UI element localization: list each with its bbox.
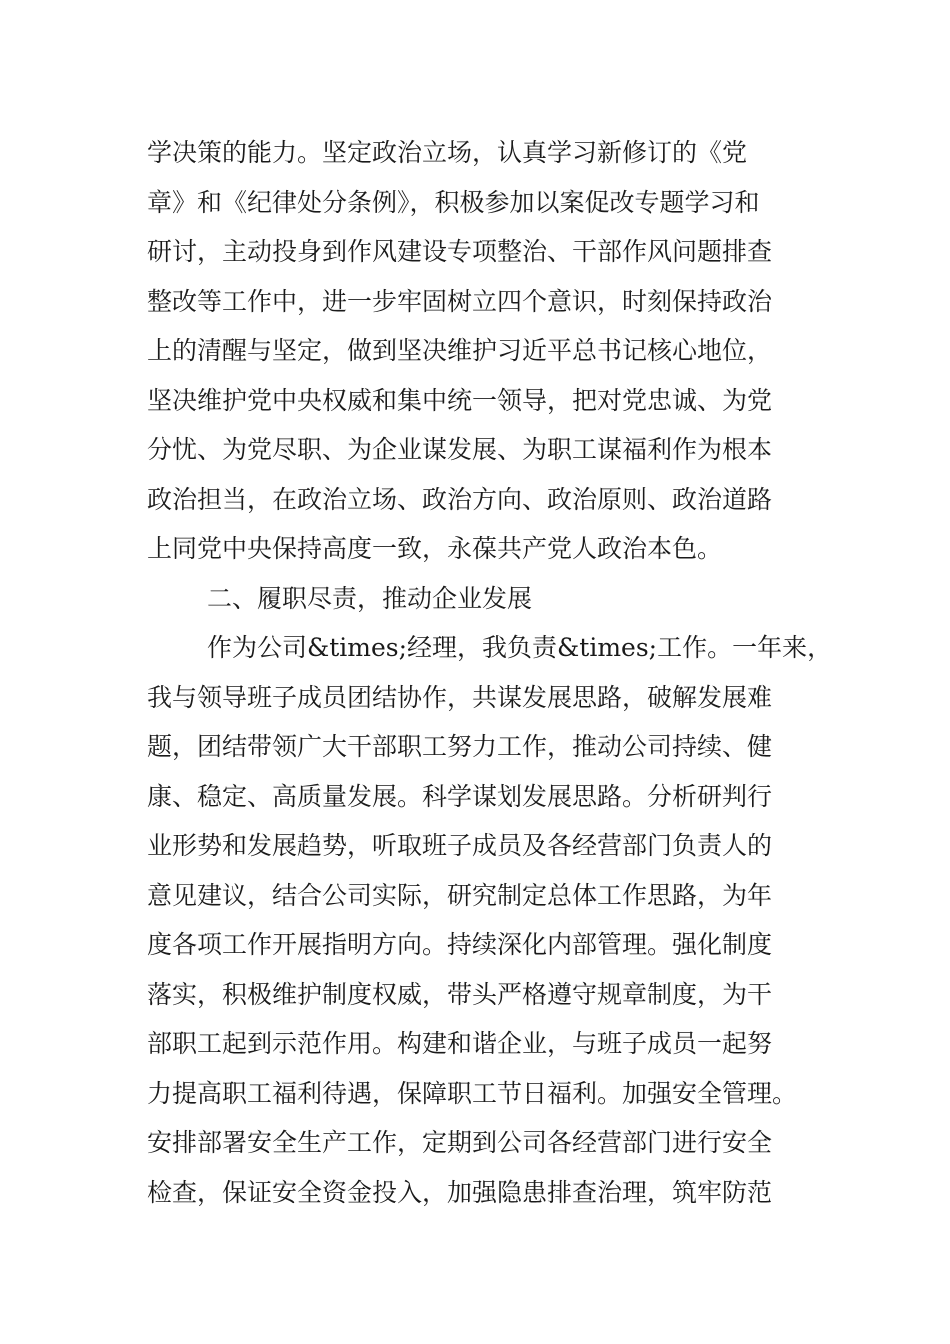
paragraph-line: 部职工起到示范作用。构建和谐企业，与班子成员一起努: [147, 1029, 773, 1058]
paragraph-line: 业形势和发展趋势，听取班子成员及各经营部门负责人的: [147, 831, 773, 860]
paragraph-line: 检查，保证安全资金投入，加强隐患排查治理，筑牢防范: [147, 1177, 773, 1207]
paragraph-line: 整改等工作中，进一步牢固树立四个意识，时刻保持政治: [147, 286, 773, 316]
paragraph-line: 分忧、为党尽职、为企业谋发展、为职工谋福利作为根本: [147, 435, 773, 464]
paragraph-line: 意见建议，结合公司实际，研究制定总体工作思路，为年: [147, 880, 773, 910]
paragraph-line: 学决策的能力。坚定政治立场，认真学习新修订的《党: [147, 138, 748, 167]
section-heading: 二、履职尽责，推动企业发展: [207, 583, 533, 613]
paragraph-line: 力提高职工福利待遇，保障职工节日福利。加强安全管理。: [147, 1078, 798, 1108]
paragraph-line: 坚决维护党中央权威和集中统一领导，把对党忠诚、为党: [147, 385, 773, 415]
paragraph-line: 安排部署安全生产工作，定期到公司各经营部门进行安全: [147, 1128, 773, 1157]
paragraph-line: 度各项工作开展指明方向。持续深化内部管理。强化制度: [147, 930, 773, 959]
paragraph-line: 康、稳定、高质量发展。科学谋划发展思路。分析研判行: [147, 781, 773, 811]
paragraph-line: 研讨，主动投身到作风建设专项整治、干部作风问题排查: [147, 237, 773, 266]
paragraph-line: 我与领导班子成员团结协作，共谋发展思路，破解发展难: [147, 682, 773, 712]
paragraph-line: 政治担当，在政治立场、政治方向、政治原则、政治道路: [147, 484, 773, 514]
paragraph-line: 上同党中央保持高度一致，永葆共产党人政治本色。: [147, 534, 723, 563]
paragraph-line: 章》和《纪律处分条例》，积极参加以案促改专题学习和: [147, 187, 760, 217]
paragraph-line: 作为公司&times;经理，我负责&times;工作。一年来，: [207, 633, 833, 662]
paragraph-line: 题，团结带领广大干部职工努力工作，推动公司持续、健: [147, 732, 773, 761]
body-text: [147, 128, 847, 1217]
paragraph-line: 落实，积极维护制度权威，带头严格遵守规章制度，为干: [147, 979, 773, 1009]
paragraph-line: 上的清醒与坚定，做到坚决维护习近平总书记核心地位，: [147, 336, 773, 365]
